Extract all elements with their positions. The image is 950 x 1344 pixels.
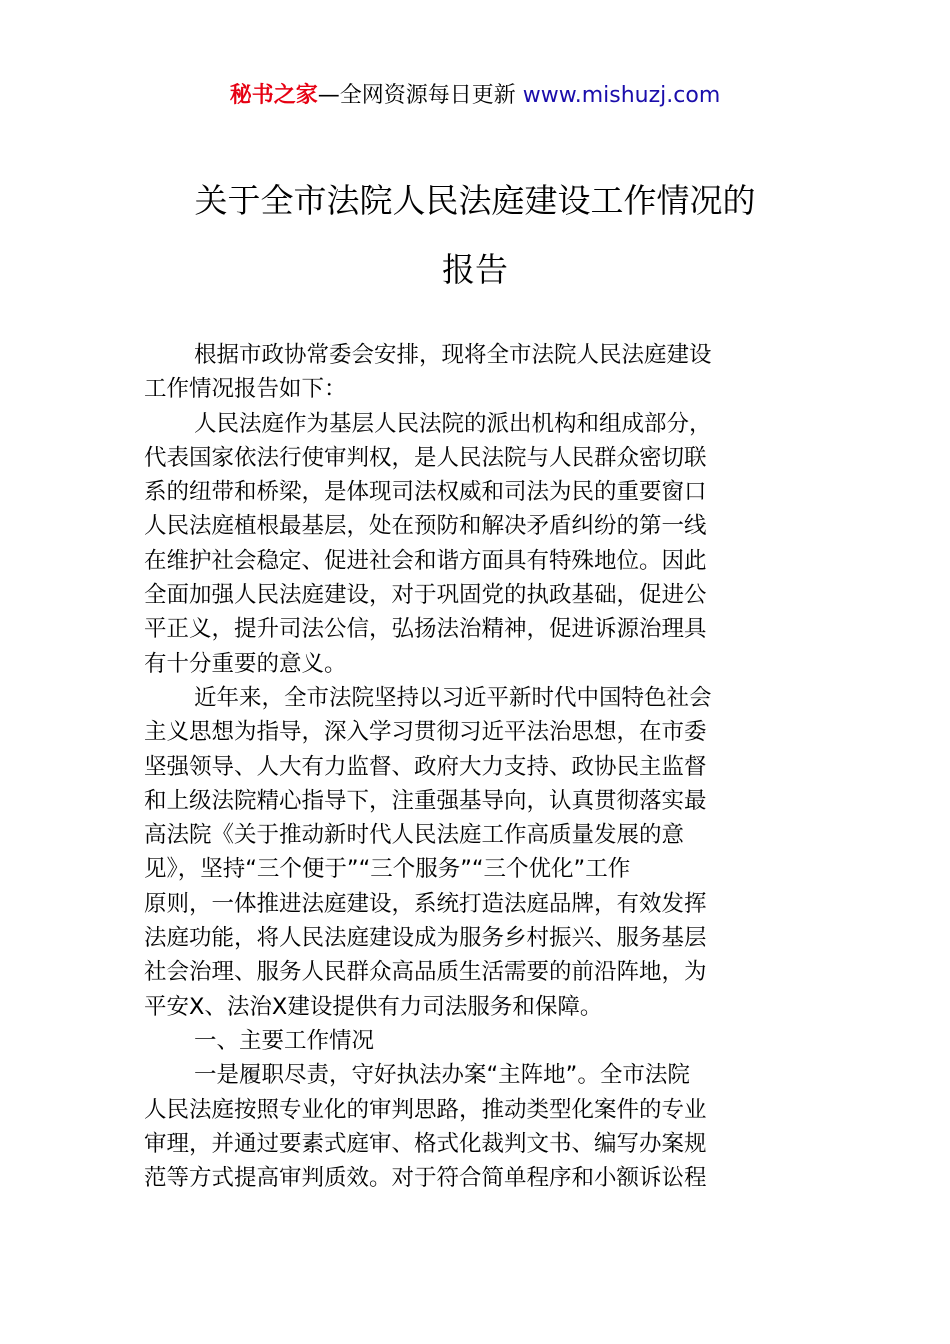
body-line: 在维护社会稳定、促进社会和谐方面具有特殊地位。因此 bbox=[144, 547, 707, 574]
body-line: 高法院《关于推动新时代人民法庭工作高质量发展的意 bbox=[144, 822, 685, 849]
section-heading: 一、主要工作情况 bbox=[194, 1027, 375, 1054]
body-line: 人民法庭植根最基层，处在预防和解决矛盾纠纷的第一线 bbox=[144, 513, 707, 540]
body-line: 全面加强人民法庭建设，对于巩固党的执政基础，促进公 bbox=[144, 582, 707, 609]
site-brand: 秘书之家 bbox=[229, 83, 318, 108]
document-title-line-1: 关于全市法院人民法庭建设工作情况的 bbox=[194, 181, 756, 220]
body-line: 审理，并通过要素式庭审、格式化裁判文书、编写办案规 bbox=[144, 1130, 707, 1157]
body-line: 社会治理、服务人民群众高品质生活需要的前沿阵地，为 bbox=[144, 959, 707, 986]
body-line: 根据市政协常委会安排，现将全市法院人民法庭建设 bbox=[194, 342, 712, 368]
body-line: 工作情况报告如下： bbox=[144, 376, 347, 403]
body-line: 平正义，提升司法公信，弘扬法治精神，促进诉源治理具 bbox=[144, 616, 707, 643]
body-line: 坚强领导、人大有力监督、政府大力支持、政协民主监督 bbox=[144, 753, 707, 780]
site-url-link[interactable]: www.mishuzj.com bbox=[522, 83, 721, 108]
body-line: 系的纽带和桥梁，是体现司法权威和司法为民的重要窗口 bbox=[144, 479, 707, 506]
body-line: 有十分重要的意义。 bbox=[144, 650, 347, 677]
document-title-line-2: 报告 bbox=[442, 250, 508, 289]
body-line: 人民法庭作为基层人民法院的派出机构和组成部分， bbox=[194, 410, 712, 437]
body-line: 代表国家依法行使审判权，是人民法院与人民群众密切联 bbox=[144, 444, 707, 471]
site-tagline: —全网资源每日更新 bbox=[317, 83, 523, 108]
body-line: 一是履职尽责，守好执法办案“主阵地”。全市法院 bbox=[194, 1062, 690, 1089]
body-line: 近年来，全市法院坚持以习近平新时代中国特色社会 bbox=[194, 684, 712, 711]
body-line: 原则，一体推进法庭建设，系统打造法庭品牌，有效发挥 bbox=[144, 890, 707, 917]
body-line: 见》，坚持“三个便于”“三个服务”“三个优化”工作 bbox=[144, 856, 631, 883]
body-line: 和上级法院精心指导下，注重强基导向，认真贯彻落实最 bbox=[144, 787, 707, 814]
body-line: 平安X、法治X建设提供有力司法服务和保障。 bbox=[144, 993, 603, 1020]
body-line: 主义思想为指导，深入学习贯彻习近平法治思想，在市委 bbox=[144, 719, 707, 746]
body-line: 范等方式提高审判质效。对于符合简单程序和小额诉讼程 bbox=[144, 1165, 707, 1192]
document-body bbox=[144, 338, 808, 1195]
body-line: 人民法庭按照专业化的审判思路，推动类型化案件的专业 bbox=[144, 1096, 707, 1123]
site-header bbox=[0, 80, 950, 112]
body-line: 法庭功能，将人民法庭建设成为服务乡村振兴、服务基层 bbox=[144, 925, 707, 952]
